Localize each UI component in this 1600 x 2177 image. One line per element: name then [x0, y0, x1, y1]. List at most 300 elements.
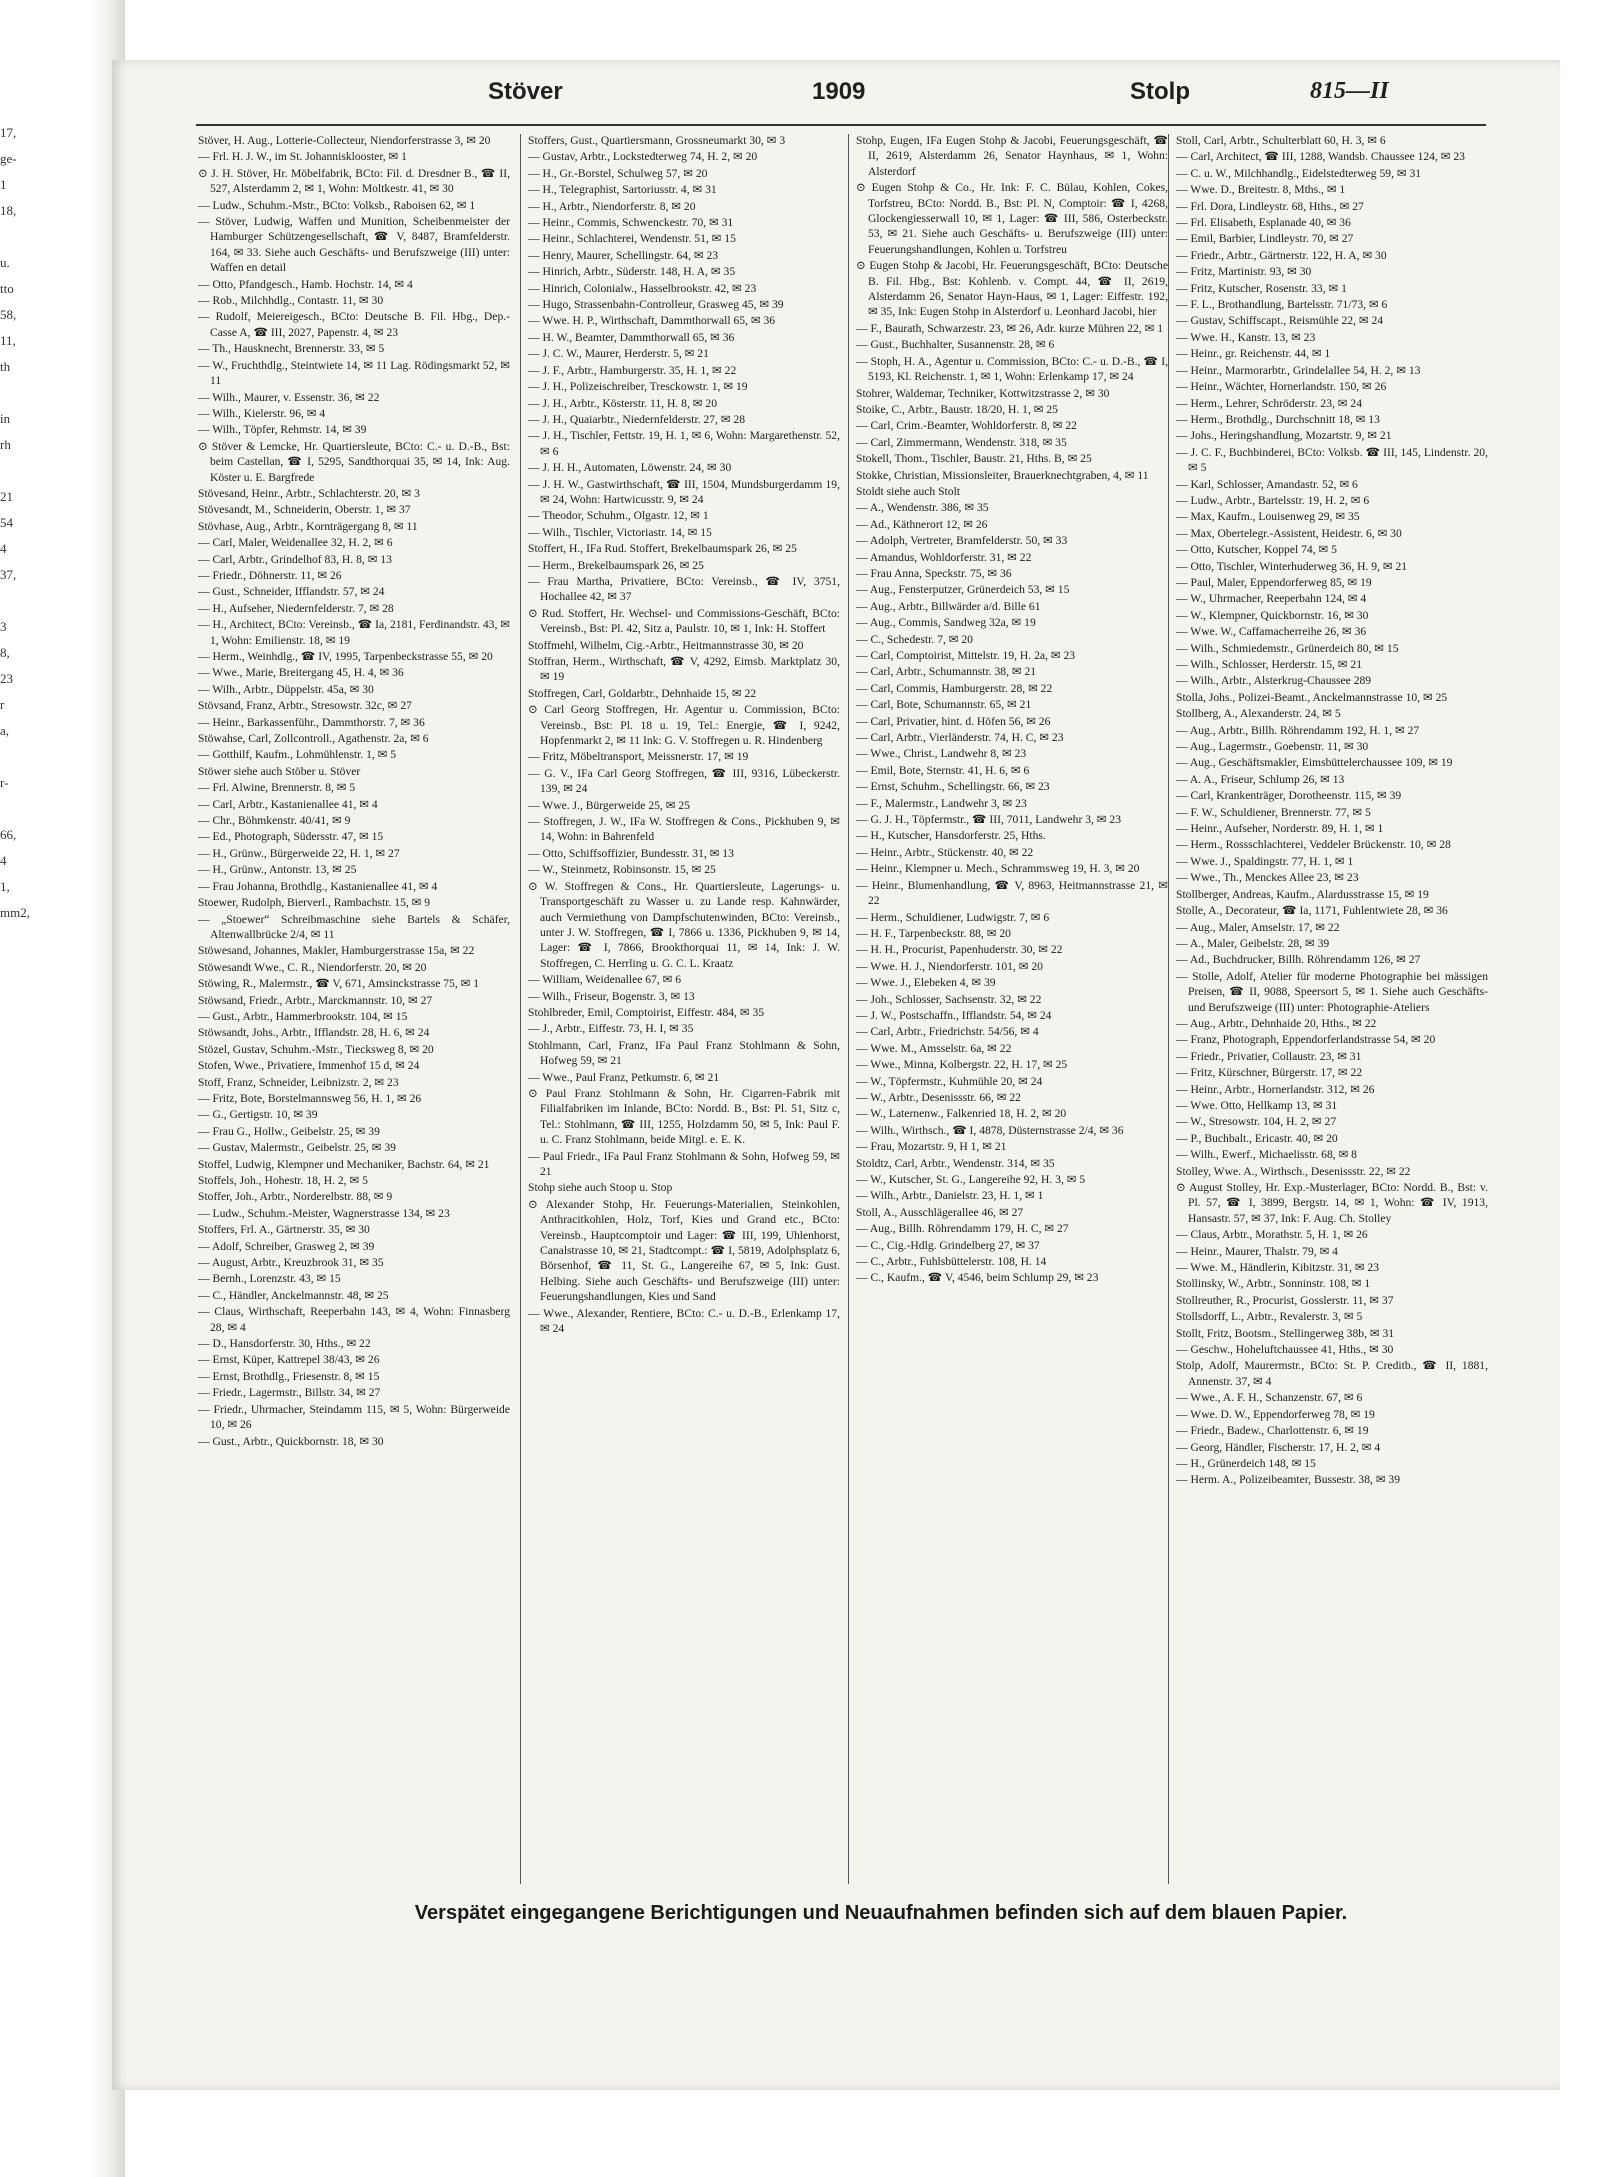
directory-entry: — Herm., Weinhdlg., ☎ IV, 1995, Tarpenbeckstrasse 55, ✉ 20	[198, 650, 493, 663]
directory-entry: Stöwer siehe auch Stöber u. Stöver	[198, 764, 361, 778]
directory-entry: Stollsdorff, L., Arbtr., Revalerstr. 3, ✉ 5	[1176, 1310, 1363, 1324]
directory-entry: — Frau G., Hollw., Geibelstr. 25, ✉ 39	[198, 1124, 380, 1138]
directory-entry: — Max, Obertelegr.-Assistent, Heidestr. 6, ✉ 30	[1176, 526, 1402, 540]
directory-entry: — Carl, Arbtr., Grindelhof 83, H. 8, ✉ 13	[198, 552, 392, 566]
directory-entry: Stolla, Johs., Polizei-Beamt., Anckelmannstrasse 10, ✉ 25	[1176, 690, 1448, 704]
directory-entry: Stöwsand, Friedr., Arbtr., Marckmannstr. 10, ✉ 27	[198, 993, 433, 1007]
directory-entry: — Wilh., Schlosser, Herderstr. 15, ✉ 21	[1176, 658, 1362, 671]
directory-entry: — Amandus, Wohldorferstr. 31, ✉ 22	[856, 550, 1032, 564]
directory-entry: ⊙ W. Stoffregen & Cons., Hr. Quartiersleute, Lagerungs- u. Transportgeschäft zu Wasser u. zu Lande resp. Kahnwärder, auch Vermiethung von Dampfschutenwinden, BCto: Vereinsb., unter J. W. Stoffregen, ☎ I, 7866 u. 1336, Pickhuben 9, ✉ 14, Lager: ☎ I, 7866, Brookthorquai 11, ✉ 14, Ink: J. W. Stoffregen, C. Herrling u. G. C. L. Kraatz	[528, 879, 840, 970]
directory-entry: — Wwe. H., Kanstr. 13, ✉ 23	[1176, 330, 1316, 344]
directory-entry: Stoffran, Herm., Wirthschaft, ☎ V, 4292, Eimsb. Marktplatz 30, ✉ 19	[528, 655, 840, 684]
directory-entry: — G. V., IFa Carl Georg Stoffregen, ☎ III, 9316, Lübeckerstr. 139, ✉ 24	[528, 766, 840, 796]
directory-entry: — Heinr., Commis, Schwenckestr. 70, ✉ 31	[528, 216, 734, 230]
directory-entry: Stözel, Gustav, Schuhm.-Mstr., Tiecksweg 8, ✉ 20	[198, 1042, 434, 1056]
gutter-fragment	[0, 744, 32, 770]
directory-entry: — Gust., Arbtr., Hammerbrookstr. 104, ✉ 15	[198, 1009, 408, 1023]
directory-entry: — J. H., Polizeischreiber, Tresckowstr. 1, ✉ 19	[528, 380, 748, 394]
directory-entry: — Heinr., Blumenhandlung, ☎ V, 8963, Heitmannstrasse 21, ✉ 22	[856, 878, 1168, 908]
gutter-fragment: 4	[0, 541, 7, 556]
directory-entry: — Gust., Schneider, Ifflandstr. 57, ✉ 24	[198, 585, 385, 599]
directory-entry: — Friedr., Döhnerstr. 11, ✉ 26	[198, 568, 342, 582]
directory-entry: — Heinr., Barkassenführ., Dammthorstr. 7, ✉ 36	[198, 715, 425, 729]
directory-entry: ⊙ August Stolley, Hr. Exp.-Musterlager, BCto: Nordd. B., Bst: v. Pl. 57, ☎ I, 3899, Bergstr. 14, ✉ 1, Wohn: ☎ IV, 1913, Hansastr. 57, ✉ 37, Ink: F. Aug. Ch. Stolley	[1176, 1181, 1488, 1225]
directory-entry: — Adolf, Schreiber, Grasweg 2, ✉ 39	[198, 1239, 375, 1253]
gutter-fragment: 3	[0, 619, 7, 634]
directory-entry: — J. H. H., Automaten, Löwenstr. 24, ✉ 30	[528, 461, 732, 475]
directory-entry: — Ernst, Küper, Kattrepel 38/43, ✉ 26	[198, 1353, 380, 1367]
directory-entry: Stoffert, H., IFa Rud. Stoffert, Brekelbaumspark 26, ✉ 25	[528, 542, 797, 556]
directory-entry: — Frau Johanna, Brothdlg., Kastanienallee 41, ✉ 4	[198, 879, 438, 893]
column-1	[198, 133, 510, 1450]
directory-entry: — Wwe., A. F. H., Schanzenstr. 67, ✉ 6	[1176, 1391, 1363, 1405]
header-year: 1909	[812, 78, 866, 105]
directory-entry: Stoewer, Rudolph, Bierverl., Rambachstr. 15, ✉ 9	[198, 896, 431, 910]
directory-entry: Stollreuther, R., Procurist, Gosslerstr. 11, ✉ 37	[1176, 1293, 1394, 1307]
directory-entry: — Georg, Händler, Fischerstr. 17, H. 2, ✉ 4	[1176, 1440, 1381, 1454]
directory-entry: — H., Architect, BCto: Vereinsb., ☎ Ia, 2181, Ferdinandstr. 43, ✉ 1, Wohn: Emilienstr. 18, ✉ 19	[198, 618, 510, 647]
directory-entry: — Carl, Arbtr., Kastanienallee 41, ✉ 4	[198, 797, 378, 811]
directory-entry: Stoll, A., Ausschlägerallee 46, ✉ 27	[856, 1205, 1024, 1219]
directory-entry: — Rob., Milchhdlg., Contastr. 11, ✉ 30	[198, 294, 384, 308]
directory-entry: — Wwe., Th., Menckes Allee 23, ✉ 23	[1176, 871, 1359, 885]
directory-entry: Stövhase, Aug., Arbtr., Kornträgergang 8, ✉ 11	[198, 519, 418, 533]
directory-entry: — Wilh., Arbtr., Danielstr. 23, H. 1, ✉ 1	[856, 1189, 1044, 1203]
directory-entry: — H., Aufseher, Niedernfelderstr. 7, ✉ 28	[198, 601, 394, 615]
directory-entry: — J. H., Quaiarbtr., Niedernfelderstr. 27, ✉ 28	[528, 412, 746, 426]
directory-entry: — „Stoewer“ Schreibmaschine siehe Bartels & Schäfer, Altenwallbrücke 2/4, ✉ 11	[198, 912, 510, 941]
directory-entry: Stoffregen, Carl, Goldarbtr., Dehnhaide 15, ✉ 22	[528, 686, 757, 700]
gutter-fragment: a,	[0, 723, 10, 738]
gutter-fragment: 1,	[0, 879, 10, 894]
directory-entry: Stofen, Wwe., Privatiere, Immenhof 15 d, ✉ 24	[198, 1059, 420, 1073]
directory-entry: — Theodor, Schuhm., Olgastr. 12, ✉ 1	[528, 509, 709, 523]
directory-entry: — Heinr., Schlachterei, Wendenstr. 51, ✉ 15	[528, 232, 736, 246]
directory-entry: — Johs., Heringshandlung, Mozartstr. 9, ✉ 21	[1176, 429, 1392, 443]
directory-entry: — F. W., Schuldiener, Brennerstr. 77, ✉ 5	[1176, 805, 1371, 819]
directory-entry: — Aug., Maler, Amselstr. 17, ✉ 22	[1176, 920, 1340, 934]
directory-entry: — F. L., Brothandlung, Bartelsstr. 71/73, ✉ 6	[1176, 298, 1388, 312]
directory-entry: — Wwe. J., Spaldingstr. 77, H. 1, ✉ 1	[1176, 854, 1354, 868]
directory-entry: — Heinr., Klempner u. Mech., Schrammsweg 19, H. 3, ✉ 20	[856, 862, 1140, 876]
directory-entry: Stollt, Fritz, Bootsm., Stellingerweg 38b, ✉ 31	[1176, 1326, 1395, 1340]
directory-entry: — Adolph, Vertreter, Bramfelderstr. 50, ✉ 33	[856, 534, 1068, 548]
gutter-fragment: 11,	[0, 333, 16, 348]
directory-entry: — Heinr., Marmorarbtr., Grindelallee 54, H. 2, ✉ 13	[1176, 363, 1421, 377]
directory-entry: — Ad., Buchdrucker, Billh. Röhrendamm 126, ✉ 27	[1176, 953, 1421, 967]
directory-entry: — Karl, Schlosser, Amandastr. 52, ✉ 6	[1176, 477, 1358, 491]
directory-entry: — W., Kutscher, St. G., Langereihe 92, H. 3, ✉ 5	[856, 1173, 1086, 1186]
directory-entry: — Otto, Pfandgesch., Hamb. Hochstr. 14, ✉ 4	[198, 277, 413, 291]
directory-entry: Stöwsandt, Johs., Arbtr., Ifflandstr. 28, H. 6, ✉ 24	[198, 1026, 430, 1040]
directory-entry: — Geschw., Hoheluftchaussee 41, Hths., ✉ 30	[1176, 1343, 1394, 1357]
directory-entry: — Otto, Tischler, Winterhuderweg 36, H. 9, ✉ 21	[1176, 559, 1408, 573]
directory-entry: Stoff, Franz, Schneider, Leibnizstr. 2, ✉ 23	[198, 1075, 399, 1089]
directory-entry: — Carl, Zimmermann, Wendenstr. 318, ✉ 35	[856, 435, 1067, 449]
directory-entry: — Carl, Arbtr., Vierländerstr. 74, H. C, ✉ 23	[856, 731, 1064, 745]
directory-entry: — Wwe., Christ., Landwehr 8, ✉ 23	[856, 747, 1027, 761]
directory-entry: — Aug., Lagermstr., Goebenstr. 11, ✉ 30	[1176, 740, 1369, 754]
facing-page-fragments	[0, 120, 32, 926]
directory-entry: — Aug., Commis, Sandweg 32a, ✉ 19	[856, 616, 1036, 630]
directory-entry: — Paul, Maler, Eppendorferweg 85, ✉ 19	[1176, 575, 1372, 589]
directory-entry: — W., Töpfermstr., Kuhmühle 20, ✉ 24	[856, 1074, 1043, 1088]
directory-entry: — J. W., Postschaffn., Ifflandstr. 54, ✉ 24	[856, 1008, 1052, 1022]
gutter-fragment	[0, 380, 32, 406]
directory-entry: — Aug., Billh. Röhrendamm 179, H. C, ✉ 27	[856, 1222, 1069, 1236]
gutter-fragment: r	[0, 697, 5, 712]
directory-entry: — Th., Hausknecht, Brennerstr. 33, ✉ 5	[198, 342, 385, 356]
directory-entry: — Rudolf, Meiereigesch., BCto: Deutsche B. Fil. Hbg., Dep.-Casse A, ☎ III, 2027, Papenstr. 4, ✉ 23	[198, 310, 510, 339]
gutter-fragment: th	[0, 359, 11, 374]
gutter-fragment: 58,	[0, 307, 17, 322]
directory-entry: — Wwe. H. P., Wirthschaft, Dammthorwall 65, ✉ 36	[528, 314, 776, 328]
directory-entry: Stövesand, Heinr., Arbtr., Schlachterstr. 20, ✉ 3	[198, 486, 420, 500]
directory-entry: — C., Kaufm., ☎ V, 4546, beim Schlump 29, ✉ 23	[856, 1271, 1099, 1285]
directory-entry: — Paul Friedr., IFa Paul Franz Stohlmann & Sohn, Hofweg 59, ✉ 21	[528, 1149, 840, 1178]
directory-entry: — J. H., Arbtr., Kösterstr. 11, H. 8, ✉ 20	[528, 396, 717, 410]
directory-entry: — Friedr., Lagermstr., Billstr. 34, ✉ 27	[198, 1386, 381, 1400]
directory-entry: Stöwing, R., Malermstr., ☎ V, 671, Amsinckstrasse 75, ✉ 1	[198, 977, 480, 991]
directory-entry: ⊙ Paul Franz Stohlmann & Sohn, Hr. Cigarren-Fabrik mit Filialfabriken im Inlande, BCto: Nordd. B., Bst: Pl. 51, Sitz c, Tel.: Stohlmann, ☎ III, 1255, Holzdamm 50, ✉ 5, Ink: Paul F. u. C. Franz Stohlmann, beide Mitgl. e. E. K.	[528, 1086, 840, 1147]
directory-entry: — Wwe. H. J., Niendorferstr. 101, ✉ 20	[856, 959, 1043, 973]
directory-entry: — Fritz, Martinistr. 93, ✉ 30	[1176, 265, 1312, 279]
directory-entry: — Ad., Käthnerort 12, ✉ 26	[856, 517, 988, 531]
directory-entry: — Frau Anna, Speckstr. 75, ✉ 36	[856, 566, 1012, 580]
directory-entry: — Aug., Arbtr., Dehnhaide 20, Hths., ✉ 22	[1176, 1016, 1377, 1030]
header-rule	[196, 124, 1486, 126]
directory-entry: — Heinr., Aufseher, Norderstr. 89, H. 1, ✉ 1	[1176, 822, 1384, 836]
directory-entry: Stollberg, A., Alexanderstr. 24, ✉ 5	[1176, 707, 1341, 721]
directory-entry: — Herm. A., Polizeibeamter, Bussestr. 38, ✉ 39	[1176, 1473, 1401, 1487]
directory-entry: — Wwe. Otto, Hellkamp 13, ✉ 31	[1176, 1098, 1338, 1112]
directory-entry: — Frau Martha, Privatiere, BCto: Vereinsb., ☎ IV, 3751, Hochallee 42, ✉ 37	[528, 574, 840, 604]
header-left-name: Stöver	[488, 78, 563, 105]
directory-entry: — Fritz, Kürschner, Bürgerstr. 17, ✉ 22	[1176, 1066, 1363, 1080]
directory-entry: — Aug., Fensterputzer, Grünerdeich 53, ✉ 15	[856, 583, 1070, 597]
gutter-fragment: r-	[0, 775, 9, 790]
gutter-fragment: 37,	[0, 567, 17, 582]
directory-entry: — W., Fruchthdlg., Steintwiete 14, ✉ 11 Lag. Rödingsmarkt 52, ✉ 11	[198, 358, 510, 388]
directory-entry: — A., Wendenstr. 386, ✉ 35	[856, 501, 989, 515]
directory-entry: Stövsand, Franz, Arbtr., Stresowstr. 32c, ✉ 27	[198, 699, 412, 713]
gutter-fragment	[0, 588, 32, 614]
directory-entry: — H., Arbtr., Niendorferstr. 8, ✉ 20	[528, 199, 696, 213]
directory-entry: — Carl, Comptoirist, Mittelstr. 19, H. 2a, ✉ 23	[856, 649, 1076, 662]
directory-entry: — Heinr., Maurer, Thalstr. 79, ✉ 4	[1176, 1244, 1338, 1258]
gutter-fragment	[0, 224, 32, 250]
directory-entry: — Herm., Brekelbaumspark 26, ✉ 25	[528, 558, 704, 572]
directory-entry: — Hugo, Strassenbahn-Controlleur, Grasweg 45, ✉ 39	[528, 298, 784, 312]
directory-entry: — Otto, Kutscher, Koppel 74, ✉ 5	[1176, 543, 1337, 557]
directory-entry: — Ludw., Schuhm.-Mstr., BCto: Volksb., Raboisen 62, ✉ 1	[198, 198, 476, 212]
directory-entry: Stolle, A., Decorateur, ☎ Ia, 1171, Fuhlentwiete 28, ✉ 36	[1176, 904, 1448, 918]
directory-entry: Stollinsky, W., Arbtr., Sonninstr. 108, ✉ 1	[1176, 1277, 1371, 1291]
directory-entry: Stöwesand, Johannes, Makler, Hamburgerstrasse 15a, ✉ 22	[198, 944, 475, 958]
directory-entry: — Wwe., Minna, Kolbergstr. 22, H. 17, ✉ 25	[856, 1058, 1068, 1072]
column-divider	[848, 134, 849, 1884]
directory-entry: — Joh., Schlosser, Sachsenstr. 32, ✉ 22	[856, 992, 1042, 1006]
directory-entry: ⊙ Eugen Stohp & Co., Hr. Ink: F. C. Bülau, Kohlen, Cokes, Torfstreu, BCto: Nordd. B., Bst: Pl. N, Comptoir: ☎ I, 4268, Glockengiesserwall 10, ✉ 1, Lager: ☎ III, 586, Osterbeckstr. 53, ✉ 21. Siehe auch Geschäfts- u. Berufszweige (III) unter: Feuerungshandlungen, Kohlen u. Torfstreu	[856, 181, 1168, 256]
directory-entry: — W., Stresowstr. 104, H. 2, ✉ 27	[1176, 1115, 1337, 1129]
directory-entry: — Hinrich, Colonialw., Hasselbrookstr. 42, ✉ 23	[528, 281, 757, 295]
directory-entry: — Friedr., Arbtr., Gärtnerstr. 122, H. A, ✉ 30	[1176, 248, 1387, 262]
directory-entry: — Gustav, Malermstr., Geibelstr. 25, ✉ 39	[198, 1141, 396, 1155]
gutter-fragment: mm2,	[0, 905, 30, 920]
directory-entry: ⊙ Eugen Stohp & Jacobi, Hr. Feuerungsgeschäft, BCto: Deutsche B. Fil. Hbg., Bst: Kohlenb. v. Compt. 44, ☎ II, 2619, Alsterdamm 26, Senator Hayn-Haus, ✉ 1, Lager: Eiffestr. 192, ✉ 35, Ink: Eugen Stohp in Alsterdorf u. Leonhard Jacobi, hier	[856, 259, 1168, 319]
directory-entry: — Friedr., Badew., Charlottenstr. 6, ✉ 19	[1176, 1424, 1369, 1438]
column-divider	[1168, 134, 1169, 1884]
directory-entry: — Gotthilf, Kaufm., Lohmühlenstr. 1, ✉ 5	[198, 748, 397, 762]
directory-entry: — Wwe., Alexander, Rentiere, BCto: C.- u. D.-B., Erlenkamp 17, ✉ 24	[528, 1306, 840, 1336]
directory-entry: Stoldt siehe auch Stolt	[856, 484, 961, 498]
directory-entry: — Carl, Architect, ☎ III, 1288, Wandsb. Chaussee 124, ✉ 23	[1176, 150, 1465, 164]
directory-entry: — Ernst, Schuhm., Schellingstr. 66, ✉ 23	[856, 780, 1050, 794]
directory-entry: — Carl, Crim.-Beamter, Wohldorferstr. 8, ✉ 22	[856, 419, 1077, 433]
directory-entry: — J., Arbtr., Eiffestr. 73, H. I, ✉ 35	[528, 1022, 694, 1036]
directory-entry: — Carl, Arbtr., Friedrichstr. 54/56, ✉ 4	[856, 1025, 1039, 1039]
directory-entry: — J. C. F., Buchbinderei, BCto: Volksb. ☎ III, 145, Lindenstr. 20, ✉ 5	[1176, 445, 1488, 475]
directory-entry: — G. J. H., Töpfermstr., ☎ III, 7011, Landwehr 3, ✉ 23	[856, 813, 1122, 827]
directory-entry: Stolley, Wwe. A., Wirthsch., Desenissstr. 22, ✉ 22	[1176, 1164, 1411, 1178]
gutter-fragment: 8,	[0, 645, 10, 660]
directory-entry: — Gustav, Arbtr., Lockstedterweg 74, H. 2, ✉ 20	[528, 150, 758, 164]
directory-entry: — J. C. W., Maurer, Herderstr. 5, ✉ 21	[528, 347, 709, 361]
directory-entry: — Stöver, Ludwig, Waffen und Munition, Scheibenmeister der Hamburger Schützengesellschaft, ☎ V, 8487, Bramfelderstr. 164, ✉ 33. Siehe auch Geschäfts- und Berufszweige (III) unter: Waffen en detail	[198, 215, 510, 275]
gutter-fragment: 21	[0, 489, 13, 504]
gutter-fragment: 4	[0, 853, 7, 868]
gutter-fragment: 17,	[0, 125, 17, 140]
directory-entry: — Fritz, Bote, Borstelmannsweg 56, H. 1, ✉ 26	[198, 1091, 422, 1105]
directory-entry: — C. u. W., Milchhandlg., Eidelstedterweg 59, ✉ 31	[1176, 166, 1422, 180]
directory-entry: — Ed., Photograph, Südersstr. 47, ✉ 15	[198, 830, 384, 844]
directory-entry: — J. H. W., Gastwirthschaft, ☎ III, 1504, Mundsburgerdamm 19, ✉ 24, Wohn: Hartwicusstr. 9, ✉ 24	[528, 477, 840, 506]
directory-entry: — W., Laternenw., Falkenried 18, H. 2, ✉ 20	[856, 1107, 1067, 1121]
directory-entry: Stöver, H. Aug., Lotterie-Collecteur, Niendorferstrasse 3, ✉ 20	[198, 134, 491, 147]
directory-entry: — Wwe. J., Elebeken 4, ✉ 39	[856, 976, 996, 990]
directory-entry: — Stolle, Adolf, Atelier für moderne Photographie bei mässigen Preisen, ☎ II, 9088, Speersort 5, ✉ 1. Siehe auch Geschäfts- und Berufszweige (III) unter: Photographie-Ateliers	[1176, 969, 1488, 1014]
gutter-fragment: 23	[0, 671, 13, 686]
directory-entry: — D., Hansdorferstr. 30, Hths., ✉ 22	[198, 1337, 371, 1351]
directory-entry: — Wwe., Paul Franz, Petkumstr. 6, ✉ 21	[528, 1070, 720, 1084]
gutter-fragment: 18,	[0, 203, 17, 218]
directory-entry: — W., Uhrmacher, Reeperbahn 124, ✉ 4	[1176, 592, 1367, 606]
directory-entry: Stohp siehe auch Stoop u. Stop	[528, 1181, 673, 1195]
directory-entry: — W., Arbtr., Desenissstr. 66, ✉ 22	[856, 1090, 1021, 1104]
directory-entry: Stohlbreder, Emil, Comptoirist, Eiffestr. 484, ✉ 35	[528, 1005, 765, 1019]
gutter-fragment: ge-	[0, 151, 17, 166]
directory-entry: — Ernst, Brothdlg., Friesenstr. 8, ✉ 15	[198, 1369, 380, 1383]
directory-entry: — P., Buchbalt., Ericastr. 40, ✉ 20	[1176, 1131, 1338, 1145]
directory-entry: — Bernh., Lorenzstr. 43, ✉ 15	[198, 1272, 341, 1286]
directory-entry: — Emil, Bote, Sternstr. 41, H. 6, ✉ 6	[856, 763, 1030, 777]
directory-entry: Stoffers, Gust., Quartiersmann, Grossneumarkt 30, ✉ 3	[528, 134, 786, 147]
directory-entry: — Herm., Rossschlachterei, Veddeler Brückenstr. 10, ✉ 28	[1176, 838, 1451, 852]
directory-entry: — H., Telegraphist, Sartoriusstr. 4, ✉ 31	[528, 183, 717, 197]
directory-entry: — Wilh., Kielerstr. 96, ✉ 4	[198, 406, 326, 420]
column-4	[1176, 133, 1488, 1489]
directory-entry: — Wwe. J., Bürgerweide 25, ✉ 25	[528, 798, 690, 812]
directory-entry: — Aug., Arbtr., Billh. Röhrendamm 192, H. 1, ✉ 27	[1176, 723, 1420, 737]
directory-entry: — Frl. Alwine, Brennerstr. 8, ✉ 5	[198, 781, 356, 795]
directory-entry: — Carl, Privatier, hint. d. Höfen 56, ✉ 26	[856, 714, 1051, 728]
directory-entry: — Wilh., Wirthsch., ☎ I, 4878, Düsternstrasse 2/4, ✉ 36	[856, 1123, 1124, 1137]
directory-entry: — H., Gr.-Borstel, Schulweg 57, ✉ 20	[528, 166, 708, 180]
directory-entry: Stoffels, Joh., Hohestr. 18, H. 2, ✉ 5	[198, 1174, 368, 1187]
gutter-fragment	[0, 796, 32, 822]
directory-entry: Stolp, Adolf, Maurermstr., BCto: St. P. Creditb., ☎ II, 1881, Annenstr. 37, ✉ 4	[1176, 1359, 1488, 1388]
directory-entry: ⊙ Stöver & Lemcke, Hr. Quartiersleute, BCto: C.- u. D.-B., Bst: beim Castellan, ☎ I, 5295, Sandthorquai 35, ✉ 14, Ink: Aug. Köster u. E. Bargfrede	[198, 439, 510, 484]
directory-entry: — Herm., Brothdlg., Durchschnitt 18, ✉ 13	[1176, 412, 1380, 426]
directory-entry: — W., Steinmetz, Robinsonstr. 15, ✉ 25	[528, 863, 716, 877]
directory-entry: Stoike, C., Arbtr., Baustr. 18/20, H. 1, ✉ 25	[856, 402, 1058, 416]
directory-entry: — Wwe. D. W., Eppendorferweg 78, ✉ 19	[1176, 1407, 1375, 1421]
footer-note: Verspätet eingegangene Berichtigungen und Neuaufnahmen befinden sich auf dem blauen Papier.	[414, 1902, 1348, 1924]
directory-entry: — C., Schedestr. 7, ✉ 20	[856, 632, 973, 646]
directory-entry: — Ludw., Schuhm.-Meister, Wagnerstrasse 134, ✉ 23	[198, 1206, 450, 1220]
gutter-fragment: 66,	[0, 827, 17, 842]
gutter-fragment: u.	[0, 255, 10, 270]
directory-entry: — Wilh., Ewerf., Michaelisstr. 68, ✉ 8	[1176, 1148, 1357, 1162]
column-3	[856, 133, 1168, 1287]
directory-entry: — H. F., Tarpenbeckstr. 88, ✉ 20	[856, 926, 1011, 940]
column-divider	[520, 134, 521, 1884]
directory-entry: — Wwe. M., Amsselstr. 6a, ✉ 22	[856, 1041, 1012, 1055]
directory-entry: — Heinr., Wächter, Hornerlandstr. 150, ✉ 26	[1176, 380, 1387, 394]
directory-entry: — Heinr., gr. Reichenstr. 44, ✉ 1	[1176, 347, 1331, 361]
directory-entry: — Aug., Geschäftsmakler, Eimsbüttelerchaussee 109, ✉ 19	[1176, 756, 1453, 770]
directory-entry: Stoffmehl, Wilhelm, Cig.-Arbtr., Heitmannstrasse 30, ✉ 20	[528, 638, 804, 652]
directory-entry: — A., Maler, Geibelstr. 28, ✉ 39	[1176, 936, 1330, 950]
directory-entry: — C., Händler, Anckelmannstr. 48, ✉ 25	[198, 1288, 389, 1302]
directory-entry: — Wilh., Tischler, Victoriastr. 14, ✉ 15	[528, 525, 712, 539]
column-2	[528, 133, 840, 1337]
directory-entry: Stöwahse, Carl, Zollcontroll., Agathenstr. 2a, ✉ 6	[198, 732, 429, 746]
directory-entry: — Stoph, H. A., Agentur u. Commission, BCto: C.- u. D.-B., ☎ I, 5193, Kl. Reichenstr. 1, ✉ 1, Wohn: Erlenkamp 17, ✉ 24	[856, 354, 1168, 384]
directory-entry: — Gust., Arbtr., Quickbornstr. 18, ✉ 30	[198, 1434, 384, 1448]
directory-entry: — F., Baurath, Schwarzestr. 23, ✉ 26, Adr. kurze Mühren 22, ✉ 1	[856, 321, 1164, 335]
directory-entry: — Carl, Commis, Hamburgerstr. 28, ✉ 22	[856, 681, 1053, 695]
gutter-fragment: tto	[0, 281, 14, 296]
gutter-fragment: rh	[0, 437, 11, 452]
directory-entry: — Claus, Wirthschaft, Reeperbahn 143, ✉ 4, Wohn: Finnasberg 28, ✉ 4	[198, 1305, 510, 1334]
directory-entry: — Fritz, Kutscher, Rosenstr. 33, ✉ 1	[1176, 281, 1347, 295]
directory-entry: — Hinrich, Arbtr., Süderstr. 148, H. A, ✉ 35	[528, 265, 736, 279]
directory-entry: Stövesandt, M., Schneiderin, Oberstr. 1, ✉ 37	[198, 503, 411, 517]
directory-entry: — Wilh., Schmiedemstr., Grünerdeich 80, ✉ 15	[1176, 641, 1399, 655]
directory-entry: — J. H., Tischler, Fettstr. 19, H. 1, ✉ 6, Wohn: Margarethenstr. 52, ✉ 6	[528, 429, 840, 458]
directory-entry: — Wwe. D., Breitestr. 8, Mths., ✉ 1	[1176, 183, 1346, 197]
directory-entry: Stoll, Carl, Arbtr., Schulterblatt 60, H. 3, ✉ 6	[1176, 134, 1386, 147]
directory-entry: Stoldtz, Carl, Arbtr., Wendenstr. 314, ✉ 35	[856, 1156, 1055, 1170]
directory-entry: — C., Arbtr., Fuhlsbüttelerstr. 108, H. 14	[856, 1255, 1047, 1269]
directory-entry: Stohrer, Waldemar, Techniker, Kottwitzstrasse 2, ✉ 30	[856, 386, 1110, 400]
directory-entry: — Wwe. M., Händlerin, Kibitzstr. 31, ✉ 23	[1176, 1261, 1380, 1275]
directory-entry: Stollberger, Andreas, Kaufm., Alardusstrasse 15, ✉ 19	[1176, 887, 1429, 901]
directory-entry: Stokke, Christian, Missionsleiter, Brauerknechtgraben, 4, ✉ 11	[856, 468, 1149, 482]
directory-entry: — Claus, Arbtr., Morathstr. 5, H. 1, ✉ 26	[1176, 1228, 1368, 1242]
directory-entry: — H. H., Procurist, Papenhuderstr. 30, ✉ 22	[856, 943, 1063, 957]
directory-entry: — Frl. Dora, Lindleystr. 68, Hths., ✉ 27	[1176, 199, 1364, 213]
directory-entry: — Carl, Maler, Weidenallee 32, H. 2, ✉ 6	[198, 536, 393, 550]
directory-entry: — H., Grünw., Bürgerweide 22, H. 1, ✉ 27	[198, 846, 400, 860]
gutter-fragment: 54	[0, 515, 13, 530]
directory-entry: — Heinr., Arbtr., Stückenstr. 40, ✉ 22	[856, 845, 1034, 859]
directory-entry: — Wilh., Friseur, Bogenstr. 3, ✉ 13	[528, 989, 695, 1003]
directory-entry: — F., Malermstr., Landwehr 3, ✉ 23	[856, 796, 1027, 810]
directory-entry: — Henry, Maurer, Schellingstr. 64, ✉ 23	[528, 248, 719, 262]
directory-entry: ⊙ Carl Georg Stoffregen, Hr. Agentur u. Commission, BCto: Vereinsb., Bst: Pl. 18 u. 19, Tel.: Energie, ☎ I, 9242, Hopfenmarkt 2, ✉ 11 Ink: G. V. Stoffregen u. R. Hindenberg	[528, 703, 840, 748]
directory-entry: — Ludw., Arbtr., Bartelsstr. 19, H. 2, ✉ 6	[1176, 493, 1370, 507]
directory-entry: — W., Klempner, Quickbornstr. 16, ✉ 30	[1176, 608, 1369, 622]
directory-entry: ⊙ J. H. Stöver, Hr. Möbelfabrik, BCto: Fil. d. Dresdner B., ☎ II, 527, Alsterdamm 2, ✉ 1, Wohn: Moltkestr. 41, ✉ 30	[198, 166, 510, 196]
gutter-fragment: in	[0, 411, 11, 426]
directory-entry: — J. F., Arbtr., Hamburgerstr. 35, H. 1, ✉ 22	[528, 363, 737, 377]
directory-entry: — Carl, Arbtr., Schumannstr. 38, ✉ 21	[856, 665, 1037, 679]
directory-entry: — Wwe. W., Caffamacherreihe 26, ✉ 36	[1176, 625, 1367, 639]
directory-entry: Stöwesandt Wwe., C. R., Niendorferstr. 20, ✉ 20	[198, 960, 427, 974]
directory-entry: — Wilh., Maurer, v. Essenstr. 36, ✉ 22	[198, 390, 380, 404]
gutter-fragment	[0, 458, 32, 484]
directory-entry: — Wilh., Arbtr., Alsterkrug-Chaussee 289	[1176, 674, 1372, 688]
directory-entry: ⊙ Rud. Stoffert, Hr. Wechsel- und Commissions-Geschäft, BCto: Vereinsb., Bst: Pl. 42, Sitz a, Paulstr. 10, ✉ 1, Ink: H. Stoffert	[528, 606, 840, 636]
directory-entry: — Franz, Photograph, Eppendorferlandstrasse 54, ✉ 20	[1176, 1033, 1436, 1047]
directory-entry: — A. A., Friseur, Schlump 26, ✉ 13	[1176, 772, 1345, 786]
directory-entry: Stoffers, Frl. A., Gärtnerstr. 35, ✉ 30	[198, 1223, 370, 1237]
directory-entry: — Heinr., Arbtr., Hornerlandstr. 312, ✉ 26	[1176, 1082, 1375, 1096]
page-number: 815—II	[1310, 78, 1389, 104]
directory-entry: — Herm., Schuldiener, Ludwigstr. 7, ✉ 6	[856, 910, 1050, 924]
directory-entry: — Chr., Böhmkenstr. 40/41, ✉ 9	[198, 814, 351, 828]
directory-entry: Stohlmann, Carl, Franz, IFa Paul Franz Stohlmann & Sohn, Hofweg 59, ✉ 21	[528, 1038, 840, 1068]
directory-entry: — William, Weidenallee 67, ✉ 6	[528, 973, 682, 987]
directory-entry: — Max, Kaufm., Louisenweg 29, ✉ 35	[1176, 510, 1360, 524]
directory-entry: — H., Kutscher, Hansdorferstr. 25, Hths.	[856, 829, 1046, 843]
directory-entry: — H., Grünw., Antonstr. 13, ✉ 25	[198, 863, 357, 877]
directory-entry: — Otto, Schiffsoffizier, Bundesstr. 31, ✉ 13	[528, 846, 734, 860]
directory-entry: — Friedr., Privatier, Collaustr. 23, ✉ 31	[1176, 1049, 1362, 1063]
directory-entry: — Wwe., Marie, Breitergang 45, H. 4, ✉ 36	[198, 666, 404, 680]
directory-entry: — Emil, Barbier, Lindleystr. 70, ✉ 27	[1176, 232, 1354, 246]
directory-entry: — G., Gertigstr. 10, ✉ 39	[198, 1108, 318, 1122]
directory-entry: — Aug., Arbtr., Billwärder a/d. Bille 61	[856, 599, 1041, 613]
directory-entry: — C., Cig.-Hdlg. Grindelberg 27, ✉ 37	[856, 1238, 1040, 1252]
directory-entry: — Frl. H. J. W., im St. Johannisklooster, ✉ 1	[198, 150, 407, 164]
directory-entry: — Frau, Mozartstr. 9, H 1, ✉ 21	[856, 1140, 1007, 1154]
directory-entry: — Frl. Elisabeth, Esplanade 40, ✉ 36	[1176, 216, 1351, 230]
directory-entry: Stoffer, Joh., Arbtr., Norderelbstr. 88, ✉ 9	[198, 1190, 393, 1204]
directory-entry: — Fritz, Möbeltransport, Meissnerstr. 17, ✉ 19	[528, 750, 749, 764]
directory-entry: Stohp, Eugen, IFa Eugen Stohp & Jacobi, Feuerungsgeschäft, ☎ II, 2619, Alsterdamm 26, Senator Haynhaus, ✉ 1, Wohn: Alsterdorf	[856, 134, 1168, 178]
directory-entry: — Wilh., Arbtr., Düppelstr. 45a, ✉ 30	[198, 682, 374, 696]
header-right-name: Stolp	[1130, 78, 1190, 105]
directory-entry: Stoffel, Ludwig, Klempner und Mechaniker, Bachstr. 64, ✉ 21	[198, 1157, 490, 1171]
directory-entry: — Friedr., Uhrmacher, Steindamm 115, ✉ 5, Wohn: Bürgerweide 10, ✉ 26	[198, 1402, 510, 1432]
directory-entry: — Herm., Lehrer, Schröderstr. 23, ✉ 24	[1176, 396, 1363, 410]
directory-entry: — H. W., Beamter, Dammthorwall 65, ✉ 36	[528, 330, 735, 344]
directory-entry: — Gustav, Schiffscapt., Reismühle 22, ✉ 24	[1176, 314, 1384, 328]
directory-entry: — H., Grünerdeich 148, ✉ 15	[1176, 1456, 1316, 1470]
directory-entry: Stokell, Thom., Tischler, Baustr. 21, Hths. B, ✉ 25	[856, 452, 1092, 466]
directory-entry: — Gust., Buchhalter, Susannenstr. 28, ✉ 6	[856, 338, 1055, 352]
directory-entry: — Carl, Krankenträger, Dorotheenstr. 115, ✉ 39	[1176, 789, 1402, 803]
directory-entry: — Carl, Bote, Schumannstr. 65, ✉ 21	[856, 698, 1032, 712]
directory-entry: — August, Arbtr., Kreuzbrook 31, ✉ 35	[198, 1256, 384, 1270]
directory-entry: — Stoffregen, J. W., IFa W. Stoffregen & Cons., Pickhuben 9, ✉ 14, Wohn: in Bahrenfeld	[528, 815, 840, 844]
gutter-fragment: 1	[0, 177, 7, 192]
directory-entry: — Wilh., Töpfer, Rehmstr. 14, ✉ 39	[198, 423, 367, 437]
directory-entry: ⊙ Alexander Stohp, Hr. Feuerungs-Materialien, Steinkohlen, Anthracitkohlen, Holz, Torf, Kies und Grand etc., BCto: Vereinsb., Hauptcomptoir und Lager: ☎ III, 199, Uhlenhorst, Canalstrasse 10, ✉ 21, Stadtcompt.: ☎ I, 5819, Adolphsplatz 6, Börsenhof, ☎ 11, St. G., Langereihe 67, ✉ 5, Ink: Gust. Helbing. Siehe auch Geschäfts- und Berufszweige (III) unter: Feuerungshandlungen, Kies und Sand	[528, 1197, 840, 1304]
